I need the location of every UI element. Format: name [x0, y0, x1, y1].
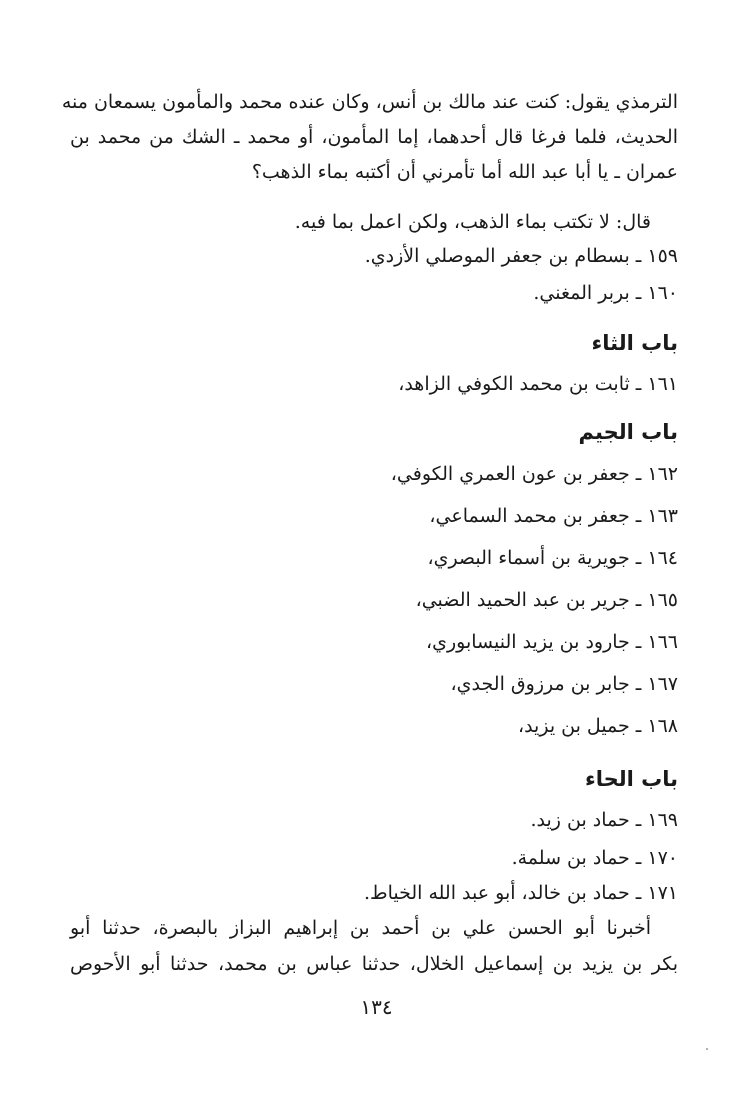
- paragraph-line: عمران ـ يا أبا عبد الله أما تأمرني أن أكتبه بماء الذهب؟: [251, 161, 678, 183]
- quote-line: قال: لا تكتب بماء الذهب، ولكن اعمل بما فيه.: [294, 211, 651, 233]
- entry-number: ١٦٣: [647, 505, 678, 527]
- list-item: [518, 710, 678, 742]
- entry-number: ١٦٨: [647, 715, 678, 737]
- entry-text: بربر المغني.: [533, 282, 630, 304]
- list-item: [365, 240, 678, 272]
- list-item: [533, 277, 678, 309]
- entry-text: جميل بن يزيد،: [517, 715, 630, 737]
- entry-text: ثابت بن محمد الكوفي الزاهد،: [398, 373, 630, 395]
- entry-dash: ـ: [635, 245, 642, 267]
- entry-dash: ـ: [635, 847, 642, 869]
- entry-text: حماد بن خالد، أبو عبد الله الخياط.: [363, 882, 630, 904]
- entry-dash: ـ: [635, 547, 642, 569]
- entry-text: جابر بن مرزوق الجدي،: [450, 673, 630, 695]
- list-item: [451, 668, 678, 700]
- paragraph-line: بكر بن يزيد بن إسماعيل الخلال، حدثنا عباس بن محمد، حدثنا أبو الأحوص: [70, 953, 678, 975]
- entry-dash: ـ: [635, 715, 642, 737]
- entry-number: ١٦٦: [647, 631, 678, 653]
- paragraph-line: الترمذي يقول: كنت عند مالك بن أنس، وكان عنده محمد والمأمون يسمعان منه: [61, 91, 678, 113]
- entry-dash: ـ: [635, 505, 642, 527]
- entry-text: جويرية بن أسماء البصري،: [427, 547, 630, 569]
- list-item: [391, 458, 678, 490]
- entry-number: ١٥٩: [647, 245, 678, 267]
- list-item: [429, 500, 678, 532]
- entry-dash: ـ: [635, 282, 642, 304]
- entry-dash: ـ: [635, 589, 642, 611]
- section-heading: باب الثاء: [591, 331, 678, 355]
- page-number: ١٣٤: [360, 995, 393, 1019]
- entry-text: بسطام بن جعفر الموصلي الأزدي.: [364, 245, 630, 267]
- entry-text: جعفر بن محمد السماعي،: [429, 505, 630, 527]
- entry-number: ١٦٠: [647, 282, 678, 304]
- list-item: [531, 804, 679, 836]
- entry-dash: ـ: [635, 631, 642, 653]
- entry-dash: ـ: [635, 882, 642, 904]
- entry-text: حماد بن سلمة.: [511, 847, 630, 869]
- entry-dash: ـ: [635, 373, 642, 395]
- entry-number: ١٧١: [647, 882, 678, 904]
- entry-text: جعفر بن عون العمري الكوفي،: [390, 463, 630, 485]
- entry-text: حماد بن زيد.: [530, 809, 630, 831]
- entry-dash: ـ: [635, 809, 642, 831]
- entry-number: ١٦٥: [647, 589, 678, 611]
- list-item: [364, 877, 678, 909]
- entry-dash: ـ: [635, 673, 642, 695]
- list-item: [398, 368, 678, 400]
- section-heading: باب الحاء: [584, 767, 678, 791]
- list-item: [416, 584, 678, 616]
- entry-number: ١٦٢: [647, 463, 678, 485]
- entry-number: ١٧٠: [647, 847, 678, 869]
- entry-text: جارود بن يزيد النيسابوري،: [425, 631, 630, 653]
- list-item: [512, 842, 678, 874]
- entry-number: ١٦٤: [647, 547, 678, 569]
- list-item: [426, 626, 678, 658]
- list-item: [427, 542, 678, 574]
- entry-dash: ـ: [635, 463, 642, 485]
- entry-text: جرير بن عبد الحميد الضبي،: [415, 589, 630, 611]
- scan-speck: [706, 1048, 708, 1050]
- section-heading: باب الجيم: [578, 420, 678, 444]
- paragraph-line: أخبرنا أبو الحسن علي بن أحمد بن إبراهيم البزاز بالبصرة، حدثنا أبو: [70, 917, 651, 939]
- paragraph-line: الحديث، فلما فرغا قال أحدهما، إما المأمون، أو محمد ـ الشك من محمد بن: [70, 126, 678, 148]
- entry-number: ١٦٧: [647, 673, 678, 695]
- entry-number: ١٦١: [647, 373, 678, 395]
- entry-number: ١٦٩: [647, 809, 678, 831]
